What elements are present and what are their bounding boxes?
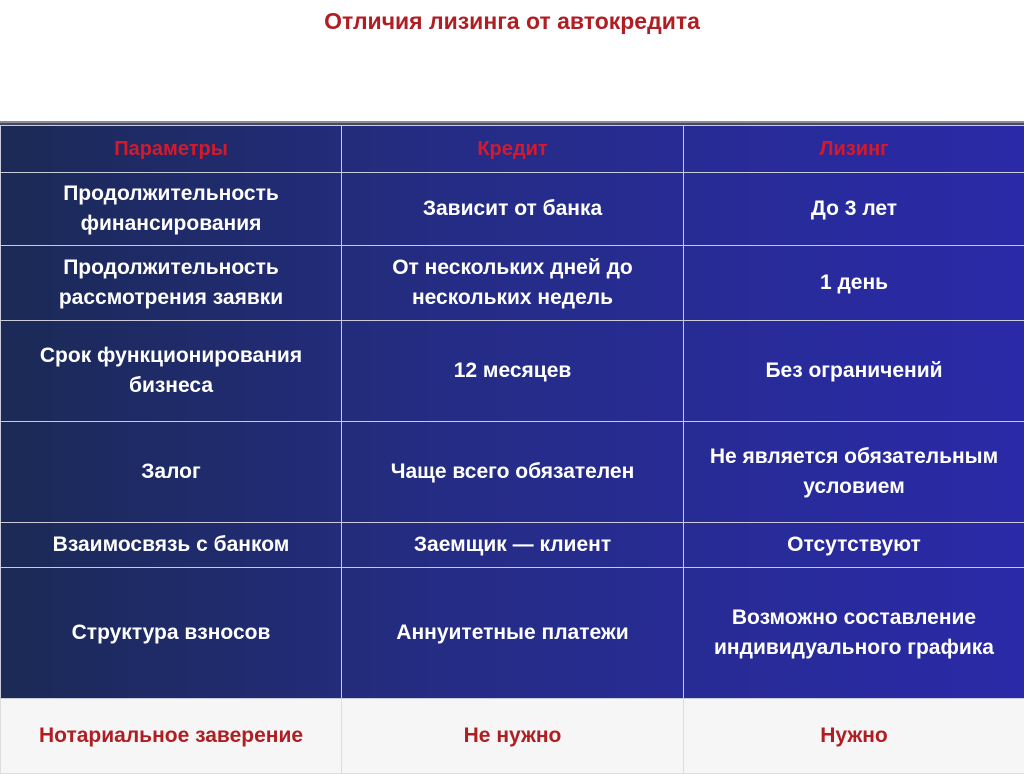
row-credit-value: Не нужно <box>342 699 684 774</box>
table-row <box>1 699 1024 774</box>
row-parameter: Структура взносов <box>1 568 342 699</box>
table-row <box>1 422 1024 523</box>
header-leasing: Лизинг <box>684 126 1024 173</box>
row-leasing-value: Отсутствуют <box>684 523 1024 568</box>
row-credit-value: 12 месяцев <box>342 321 684 422</box>
row-credit-value: Аннуитетные платежи <box>342 568 684 699</box>
comparison-table-container <box>0 125 1024 767</box>
header-parameters: Параметры <box>1 126 342 173</box>
row-credit-value: Заемщик — клиент <box>342 523 684 568</box>
table-row <box>1 246 1024 321</box>
row-parameter: Продолжительность финансирования <box>1 173 342 246</box>
table-row <box>1 568 1024 699</box>
row-parameter: Срок функционирования бизнеса <box>1 321 342 422</box>
row-parameter: Залог <box>1 422 342 523</box>
row-parameter: Взаимосвязь с банком <box>1 523 342 568</box>
row-credit-value: От нескольких дней до нескольких недель <box>342 246 684 321</box>
table-header-row <box>1 126 1024 173</box>
slide-title: Отличия лизинга от автокредита <box>0 8 1024 35</box>
row-credit-value: Зависит от банка <box>342 173 684 246</box>
row-parameter: Продолжительность рассмотрения заявки <box>1 246 342 321</box>
header-credit: Кредит <box>342 126 684 173</box>
table-row <box>1 321 1024 422</box>
row-leasing-value: До 3 лет <box>684 173 1024 246</box>
row-leasing-value: Не является обязательным условием <box>684 422 1024 523</box>
row-leasing-value: Нужно <box>684 699 1024 774</box>
comparison-table <box>0 125 1024 774</box>
row-leasing-value: Без ограничений <box>684 321 1024 422</box>
row-credit-value: Чаще всего обязателен <box>342 422 684 523</box>
row-parameter: Нотариальное заверение <box>1 699 342 774</box>
table-row <box>1 523 1024 568</box>
table-row <box>1 173 1024 246</box>
row-leasing-value: 1 день <box>684 246 1024 321</box>
row-leasing-value: Возможно составление индивидуального графика <box>684 568 1024 699</box>
